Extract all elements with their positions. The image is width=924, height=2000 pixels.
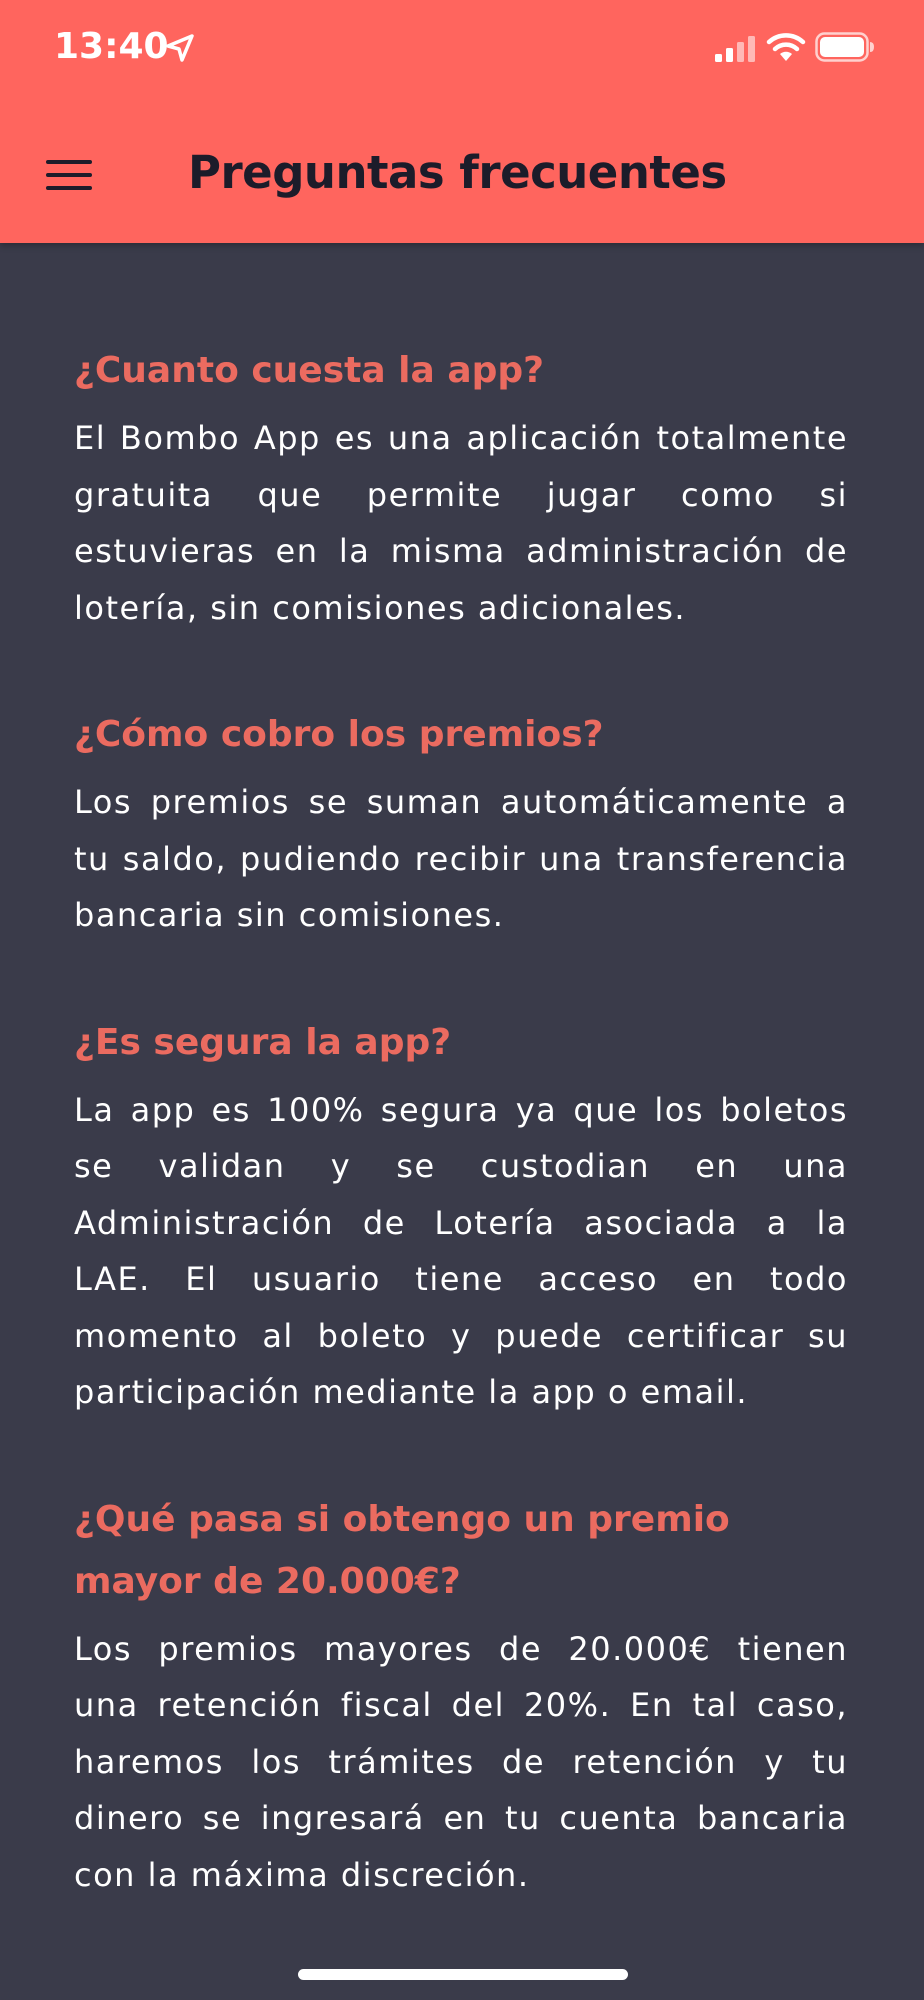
faq-item	[74, 340, 848, 636]
faq-question: ¿Qué pasa si obtengo un premio mayor de 20.000€?	[74, 1498, 730, 1602]
status-time: 13:40	[54, 26, 169, 67]
faq-list	[74, 340, 848, 1971]
faq-answer: Los premios se suman automáticamente a tu saldo, pudiendo recibir una transferencia bancaria sin comisiones.	[74, 783, 848, 934]
faq-answer: La app es 100% segura ya que los boletos se validan y se custodian en una Administración de Lotería asociada a la LAE. El usuario tiene acceso en todo momento al boleto y puede certificar su participación mediante la app o email.	[74, 1090, 848, 1411]
faq-answer: Los premios mayores de 20.000€ tienen una retención fiscal del 20%. En tal caso, haremos los trámites de retención y tu dinero se ingresará en tu cuenta bancaria con la máxima discreción.	[74, 1629, 848, 1894]
home-indicator[interactable]	[298, 1969, 628, 1980]
faq-answer: El Bombo App es una aplicación totalmente gratuita que permite jugar como si estuvieras en la misma administración de lotería, sin comisiones adicionales.	[74, 419, 848, 627]
faq-question: ¿Es segura la app?	[74, 1021, 452, 1063]
location-arrow-icon	[164, 32, 196, 64]
faq-item	[74, 1012, 848, 1421]
battery-icon	[815, 32, 875, 62]
faq-question: ¿Cuanto cuesta la app?	[74, 350, 545, 391]
page-title: Preguntas frecuentes	[188, 146, 727, 199]
faq-item	[74, 704, 848, 944]
faq-question: ¿Cómo cobro los premios?	[74, 714, 604, 755]
hamburger-menu-icon[interactable]	[46, 158, 92, 192]
cellular-signal-icon	[713, 34, 757, 64]
app-header	[0, 0, 924, 243]
faq-item	[74, 1489, 848, 1904]
wifi-icon	[766, 30, 806, 64]
